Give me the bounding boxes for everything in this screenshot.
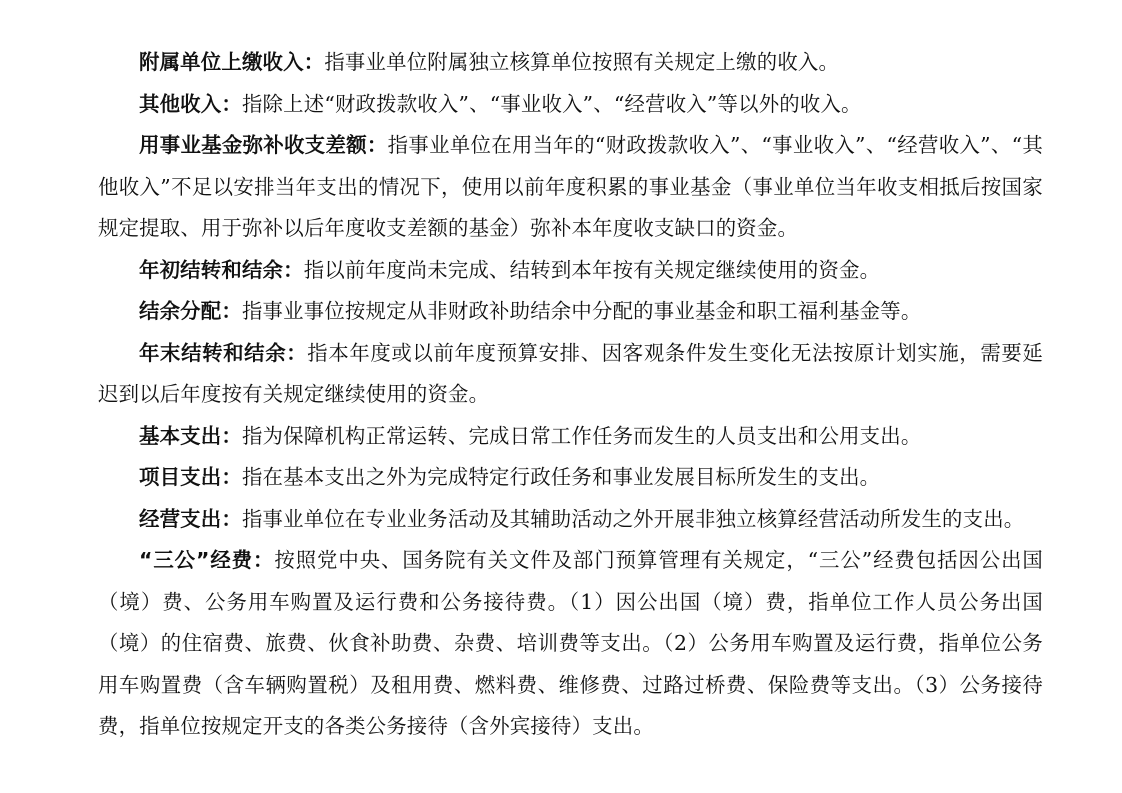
definition-paragraph xyxy=(98,42,1043,84)
definition-text: 指为保障机构正常运转、完成日常工作任务而发生的人员支出和公用支出。 xyxy=(241,423,922,448)
document-page xyxy=(98,42,1043,748)
definition-term: “三公”经费： xyxy=(139,548,275,572)
definition-term: 年末结转和结余： xyxy=(139,340,308,365)
definition-text: 指在基本支出之外为完成特定行政任务和事业发展目标所发生的支出。 xyxy=(241,465,881,489)
definition-text: 按照党中央、国务院有关文件及部门预算管理有关规定，“三公”经费包括因公出国（境）费、公务用车购置及运行费和公务接待费。（1）因公出国（境）费，指单位工作人员公务出国（境）的住宿费、旅费、伙食补助费、杂费、培训费等支出。（2）公务用车购置及运行费，指单位公务用车购置费（含车辆购置税）及租用费、燃料费、维修费、过路过桥费、保险费等支出。（3）公务接待费，指单位按规定开支的各类公务接待（含外宾接待）支出。 xyxy=(98,548,1044,738)
definition-text: 指事业单位在专业业务活动及其辅助活动之外开展非独立核算经营活动所发生的支出。 xyxy=(241,506,1025,531)
definition-text: 指事业单位附属独立核算单位按照有关规定上缴的收入。 xyxy=(324,50,840,74)
definition-paragraph xyxy=(98,291,1043,333)
definition-paragraph xyxy=(98,250,1043,292)
definition-term: 年初结转和结余： xyxy=(139,257,304,282)
definition-text: 指事业单位在用当年的“财政拨款收入”、“事业收入”、“经营收入”、“其他收入”不足以安排当年支出的情况下，使用以前年度积累的事业基金（事业单位当年收支相抵后按国家规定提取、用于弥补以后年度收支差额的基金）弥补本年度收支缺口的资金。 xyxy=(98,133,1043,240)
definition-paragraph xyxy=(98,540,1043,748)
definition-term: 经营支出： xyxy=(139,506,242,531)
definition-term: 基本支出： xyxy=(139,423,242,448)
definition-paragraph xyxy=(98,499,1043,541)
definition-term: 用事业基金弥补收支差额： xyxy=(139,133,388,157)
definition-paragraph xyxy=(98,125,1043,250)
definition-paragraph xyxy=(98,333,1043,416)
definition-term: 项目支出： xyxy=(139,465,242,489)
definition-text: 指以前年度尚未完成、结转到本年按有关规定继续使用的资金。 xyxy=(303,257,881,282)
definition-text: 指事业事位按规定从非财政补助结余中分配的事业基金和职工福利基金等。 xyxy=(241,299,922,323)
definition-paragraph xyxy=(98,416,1043,458)
definition-text: 指本年度或以前年度预算安排、因客观条件发生变化无法按原计划实施，需要延迟到以后年度按有关规定继续使用的资金。 xyxy=(98,340,1044,406)
definition-paragraph xyxy=(98,457,1043,499)
definition-term: 附属单位上缴收入： xyxy=(139,50,325,74)
definition-term: 其他收入： xyxy=(139,91,242,116)
definition-paragraph xyxy=(98,84,1043,126)
definition-term: 结余分配： xyxy=(139,299,242,323)
definition-text: 指除上述“财政拨款收入”、“事业收入”、“经营收入”等以外的收入。 xyxy=(241,91,862,116)
